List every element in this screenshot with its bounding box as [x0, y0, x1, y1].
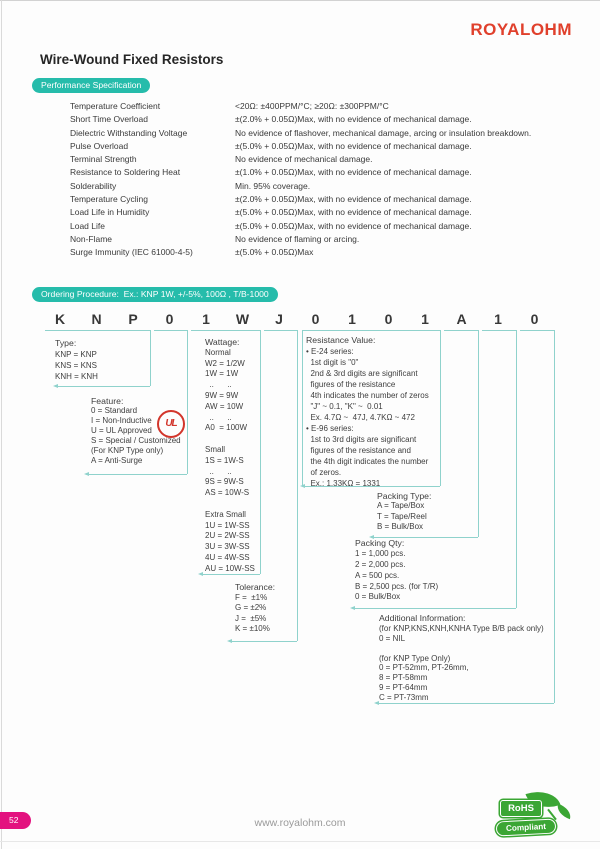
- spec-label: Load Life: [70, 220, 105, 231]
- underline-segment: [191, 330, 260, 331]
- page-title: Wire-Wound Fixed Resistors: [40, 52, 224, 67]
- underline-segment: [45, 330, 150, 331]
- wattage-box: Wattage: Normal W2 = 1/2W 1W = 1W .. .. 9W = 9W AW = 10W .. .. A0 = 100W Small 1S = 1W-S .. .. 9S = 9W-S AS = 10W-S Extra Small 1U = 1W-SS 2U = 2W-SS 3U = 3W-SS 4U = 4W-SS AU = 10W-SS: [205, 337, 255, 573]
- connector-line: [297, 330, 298, 641]
- code-char: 0: [530, 311, 539, 327]
- box-bottom-line: [58, 386, 150, 387]
- box-bottom-line: [232, 641, 297, 642]
- spec-value: ±(5.0% + 0.05Ω)Max: [235, 247, 314, 258]
- arrow-left-icon: [53, 384, 58, 388]
- box-bottom-line: [355, 608, 516, 609]
- code-char: 0: [384, 311, 393, 327]
- packing-qty-box: Packing Qty: 1 = 1,000 pcs. 2 = 2,000 pcs. A = 500 pcs. B = 2,500 pcs. (for T/R) 0 = Bulk/Box: [355, 538, 439, 602]
- connector-line: [440, 330, 441, 486]
- connector-line: [187, 330, 188, 474]
- spec-value: ±(5.0% + 0.05Ω)Max, with no evidence of mechanical damage.: [235, 220, 472, 231]
- scan-edge-footer: [0, 841, 600, 842]
- code-char: N: [91, 311, 102, 327]
- table-row: [0, 247, 600, 260]
- connector-line: [516, 330, 517, 608]
- spec-value: No evidence of flaming or arcing.: [235, 233, 360, 244]
- spec-value: Min. 95% coverage.: [235, 180, 311, 191]
- code-char: 0: [311, 311, 320, 327]
- table-row: [0, 234, 600, 247]
- royalohm-logo: ROYALOHM: [470, 20, 572, 39]
- spec-label: Load Life in Humidity: [70, 207, 150, 218]
- performance-specification-banner: Performance Specification: [32, 78, 150, 93]
- code-char: 1: [348, 311, 356, 327]
- underline-segment: [302, 330, 440, 331]
- table-row: [0, 154, 600, 167]
- table-row: [0, 181, 600, 194]
- connector-line: [554, 330, 555, 703]
- underline-segment: [264, 330, 297, 331]
- table-row: [0, 167, 600, 180]
- spec-value: ±(5.0% + 0.05Ω)Max, with no evidence of mechanical damage.: [235, 207, 472, 218]
- arrow-left-icon: [300, 484, 305, 488]
- table-row: [0, 101, 600, 114]
- code-char: A: [456, 311, 467, 327]
- arrow-left-icon: [350, 606, 355, 610]
- table-row: [0, 194, 600, 207]
- code-char: P: [128, 311, 138, 327]
- box-bottom-line: [89, 474, 187, 475]
- table-row: [0, 221, 600, 234]
- code-char: 1: [494, 311, 502, 327]
- connector-line: [302, 330, 303, 486]
- performance-spec-table: [0, 101, 600, 261]
- table-row: [0, 207, 600, 220]
- code-char: 0: [165, 311, 174, 327]
- underline-segment: [520, 330, 554, 331]
- rohs-logo: RoHS: [500, 800, 542, 817]
- connector-line: [478, 330, 479, 537]
- connector-line: [150, 330, 151, 386]
- resistance-value-box: Resistance Value: • E-24 series: 1st digit is "0" 2nd & 3rd digits are significant figures of the resistance 4th indicates the number of zeros "J" ~ 0.1, "K" ~ 0.01 Ex. 4.7Ω ~ 47J, 4.7KΩ ~ 472 • E-96 series: 1st to 3rd digits are significant figures of the resistance and the 4th digit indicates the number of zeros. Ex.: 1.33KΩ = 1331: [306, 335, 429, 488]
- spec-label: Temperature Cycling: [70, 194, 148, 205]
- additional-information-box: Additional Information: (for KNP,KNS,KNH,KNHA Type B/B pack only) 0 = NIL (for KNP Type Only) 0 = PT-52mm, PT-26mm, 8 = PT-58mm 9 = PT-64mm C = PT-73mm: [379, 613, 544, 703]
- spec-value: No evidence of flashover, mechanical damage, arcing or insulation breakdown.: [235, 127, 532, 138]
- ul-approved-icon: UL: [157, 410, 185, 438]
- code-char: 1: [202, 311, 210, 327]
- spec-label: Solderability: [70, 180, 117, 191]
- table-row: [0, 128, 600, 141]
- code-char: 1: [421, 311, 429, 327]
- spec-label: Surge Immunity (IEC 61000-4-5): [70, 247, 193, 258]
- arrow-left-icon: [84, 472, 89, 476]
- spec-label: Terminal Strength: [70, 154, 137, 165]
- code-char: K: [54, 311, 66, 327]
- spec-label: Temperature Coefficient: [70, 101, 161, 111]
- arrow-left-icon: [198, 572, 203, 576]
- scan-edge-top: [0, 0, 600, 1]
- spec-value: No evidence of mechanical damage.: [235, 154, 373, 165]
- page-number-badge: 52: [0, 812, 31, 829]
- tolerance-box: Tolerance: F = ±1% G = ±2% J = ±5% K = ±10%: [235, 582, 276, 633]
- spec-label: Pulse Overload: [70, 140, 129, 151]
- spec-label: Resistance to Soldering Heat: [70, 167, 181, 178]
- packing-type-box: Packing Type: A = Tape/Box T = Tape/Reel B = Bulk/Box: [377, 491, 432, 532]
- spec-label: Dielectric Withstanding Voltage: [70, 127, 188, 138]
- spec-value: ±(2.0% + 0.05Ω)Max, with no evidence of mechanical damage.: [235, 114, 472, 125]
- spec-value: ±(1.0% + 0.05Ω)Max, with no evidence of mechanical damage.: [235, 167, 472, 178]
- spec-value: ±(2.0% + 0.05Ω)Max, with no evidence of mechanical damage.: [235, 194, 472, 205]
- table-row: [0, 141, 600, 154]
- connector-line: [260, 330, 261, 574]
- box-bottom-line: [379, 703, 554, 704]
- spec-value: ±(5.0% + 0.05Ω)Max, with no evidence of mechanical damage.: [235, 140, 472, 151]
- rohs-compliant-label: Compliant: [496, 818, 557, 836]
- underline-segment: [154, 330, 187, 331]
- underline-segment: [482, 330, 516, 331]
- underline-segment: [444, 330, 478, 331]
- spec-value: <20Ω: ±400PPM/°C; ≥20Ω: ±300PPM/°C: [235, 101, 389, 111]
- code-char: J: [275, 311, 283, 327]
- spec-label: Non-Flame: [70, 233, 113, 244]
- feature-box: Feature: 0 = Standard I = Non-Inductive U = UL Approved S = Special / Customized (For KNP Type only) A = Anti-Surge: [91, 396, 181, 465]
- arrow-left-icon: [227, 639, 232, 643]
- code-char: W: [235, 311, 250, 327]
- table-row: [0, 114, 600, 127]
- website-text: www.royalohm.com: [254, 817, 346, 829]
- spec-label: Short Time Overload: [70, 114, 148, 125]
- type-box: Type: KNP = KNP KNS = KNS KNH = KNH: [55, 338, 98, 381]
- ordering-procedure-banner: Ordering Procedure: Ex.: KNP 1W, +/-5%, 100Ω , T/B-1000: [32, 287, 278, 302]
